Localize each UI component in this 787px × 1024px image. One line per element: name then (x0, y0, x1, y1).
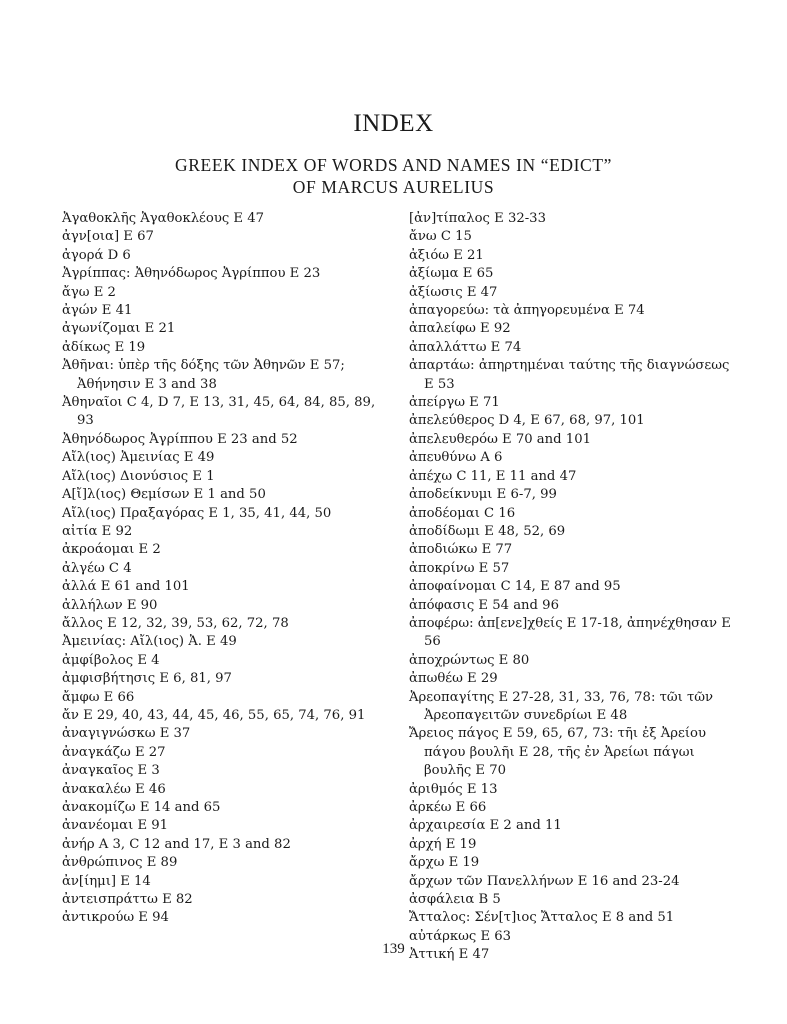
index-subtitle (0, 154, 787, 198)
index-entry: ἀπωθέω E 29 (409, 671, 498, 687)
index-entry: ἀπαρτάω: ἀπηρτημέναι ταύτης τῆς διαγνώσεως E 53 (409, 358, 730, 392)
index-entry: ἀνανέομαι E 91 (62, 818, 169, 834)
index-entry: ἀπέχω C 11, E 11 and 47 (409, 468, 577, 484)
index-entry: ἀνακαλέω E 46 (62, 781, 166, 797)
index-entry: Ἀρεοπαγίτης E 27-28, 31, 33, 76, 78: τῶι τῶν Ἀρεοπαγειτῶν συνεδρίωι E 48 (409, 689, 714, 723)
index-entry: ἀπόφασις E 54 and 96 (409, 597, 559, 613)
index-entry: ἀπαλλάττω E 74 (409, 339, 522, 355)
index-entry: ἄλλος E 12, 32, 39, 53, 62, 72, 78 (62, 615, 289, 631)
index-entry: ἀναγιγνώσκω E 37 (62, 726, 191, 742)
index-entry: ἀριθμός E 13 (409, 781, 498, 797)
index-entry: ἄρχων τῶν Πανελλήνων E 16 and 23-24 (409, 873, 680, 889)
index-entry: ἀπελευθερόω E 70 and 101 (409, 431, 591, 447)
index-entry: ἀπείργω E 71 (409, 395, 500, 411)
index-entry: ἀλλά E 61 and 101 (62, 579, 190, 595)
index-entry: ἀγών E 41 (62, 303, 133, 319)
index-entry: ἀξίωσις E 47 (409, 284, 498, 300)
index-entry: ἀποδιώκω E 77 (409, 542, 513, 558)
page-number: 139 (382, 941, 405, 957)
index-column-right (409, 210, 733, 965)
index-entry: Αἴλ(ιος) Πραξαγόρας E 1, 35, 41, 44, 50 (62, 505, 332, 521)
index-entry: ἄνω C 15 (409, 229, 472, 245)
index-entry: ἀξιόω E 21 (409, 247, 484, 263)
index-entry: ἀπελεύθερος D 4, E 67, 68, 97, 101 (409, 413, 645, 429)
subtitle-line-1: GREEK INDEX OF WORDS AND NAMES IN “EDICT” (175, 155, 612, 175)
index-entry: Ἀγρίππας: Ἀθηνόδωρος Ἀγρίππου E 23 (62, 266, 321, 282)
index-entry: ἀρχαιρεσία E 2 and 11 (409, 818, 562, 834)
index-column-left (62, 210, 380, 928)
index-entry: Ἀμεινίας: Αἴλ(ιος) Ἀ. E 49 (62, 634, 237, 650)
index-entry: Αἴλ(ιος) Ἀμεινίας E 49 (62, 450, 215, 466)
index-entry: ἄμφω E 66 (62, 689, 135, 705)
index-entry: Αἴλ(ιος) Διονύσιος E 1 (62, 468, 215, 484)
index-entry: ἀποφέρω: ἀπ[ενε]χθείς E 17-18, ἀπηνέχθησαν E 56 (409, 615, 731, 650)
index-entry: Ἀγαθοκλῆς Ἀγαθοκλέους E 47 (62, 211, 265, 226)
index-entry: αἰτία E 92 (62, 523, 133, 539)
index-entry: ἀλλήλων E 90 (62, 597, 158, 613)
index-entry: Α[ἴ]λ(ιος) Θεμίσων E 1 and 50 (62, 487, 266, 503)
subtitle-line-2: OF MARCUS AURELIUS (292, 177, 495, 197)
index-entry: ἀναγκάζω E 27 (62, 744, 166, 760)
index-entry: ἀλγέω C 4 (62, 560, 132, 576)
index-entry: ἀπαλείφω E 92 (409, 321, 511, 337)
index-entry: Ἀθηνόδωρος Ἀγρίππου E 23 and 52 (62, 431, 298, 447)
index-entry: ἀπαγορεύω: τὰ ἀπηγορευμένα E 74 (409, 303, 645, 319)
index-entry: ἀρκέω E 66 (409, 800, 487, 815)
index-entry: ἀσφάλεια B 5 (409, 892, 501, 908)
index-entry: ἀπευθύνω A 6 (409, 450, 503, 466)
index-entry: ἀνθρώπινος E 89 (62, 855, 178, 871)
index-entry: ἀδίκως E 19 (62, 339, 146, 355)
index-entry: ἀνακομίζω E 14 and 65 (62, 800, 221, 815)
index-entry: ἀρχή E 19 (409, 836, 477, 852)
index-entry: ἀποφαίνομαι C 14, E 87 and 95 (409, 579, 621, 595)
index-entry: [ἀν]τίπαλος E 32-33 (409, 211, 546, 226)
index-entry: ἀποδείκνυμι E 6-7, 99 (409, 487, 557, 503)
index-entry: ἀκροάομαι E 2 (62, 542, 161, 558)
index-entry: ἀποδίδωμι E 48, 52, 69 (409, 523, 566, 539)
index-entry: Ἄτταλος: Σέν[τ]ιος Ἄτταλος E 8 and 51 (409, 910, 675, 926)
index-entry: Ἀθηναῖοι C 4, D 7, E 13, 31, 45, 64, 84, 85, 89, 93 (62, 395, 376, 429)
index-entry: Ἄρειος πάγος E 59, 65, 67, 73: τῆι ἐξ Ἀρείου πάγου βουλῆι E 28, τῆς ἐν Ἀρείωι πάγωι βουλῆς E 70 (409, 726, 706, 779)
index-entry: ἀντεισπράττω E 82 (62, 892, 193, 908)
index-entry: ἀν[ίημι] E 14 (62, 873, 151, 889)
index-entry: ἀμφισβήτησις E 6, 81, 97 (62, 671, 232, 687)
index-entry: ἀποχρώντως E 80 (409, 652, 530, 668)
index-entry: ἀγωνίζομαι E 21 (62, 321, 176, 337)
index-entry: ἀντικρούω E 94 (62, 910, 169, 926)
index-entry: ἀγορά D 6 (62, 247, 131, 263)
index-entry: Ἀθῆναι: ὑπὲρ τῆς δόξης τῶν Ἀθηνῶν E 57; Ἀθήνησιν E 3 and 38 (62, 358, 345, 392)
index-entry: αὐτάρκως E 63 (409, 928, 512, 944)
index-entry: ἄρχω E 19 (409, 855, 480, 871)
index-entry: ἄν E 29, 40, 43, 44, 45, 46, 55, 65, 74, 76, 91 (62, 707, 366, 723)
index-entry: ἀνήρ A 3, C 12 and 17, E 3 and 82 (62, 836, 291, 852)
index-entry: ἀναγκαῖος E 3 (62, 763, 160, 779)
index-entry: ἀποκρίνω E 57 (409, 560, 510, 576)
index-entry: ἀποδέομαι C 16 (409, 505, 516, 521)
index-entry: ἀγν[οια] E 67 (62, 229, 154, 245)
index-entry: ἄγω E 2 (62, 284, 116, 300)
index-entry: Ἀττική E 47 (409, 947, 490, 963)
index-entry: ἀξίωμα E 65 (409, 266, 494, 282)
page-title: INDEX (353, 110, 434, 137)
index-entry: ἀμφίβολος E 4 (62, 652, 160, 668)
